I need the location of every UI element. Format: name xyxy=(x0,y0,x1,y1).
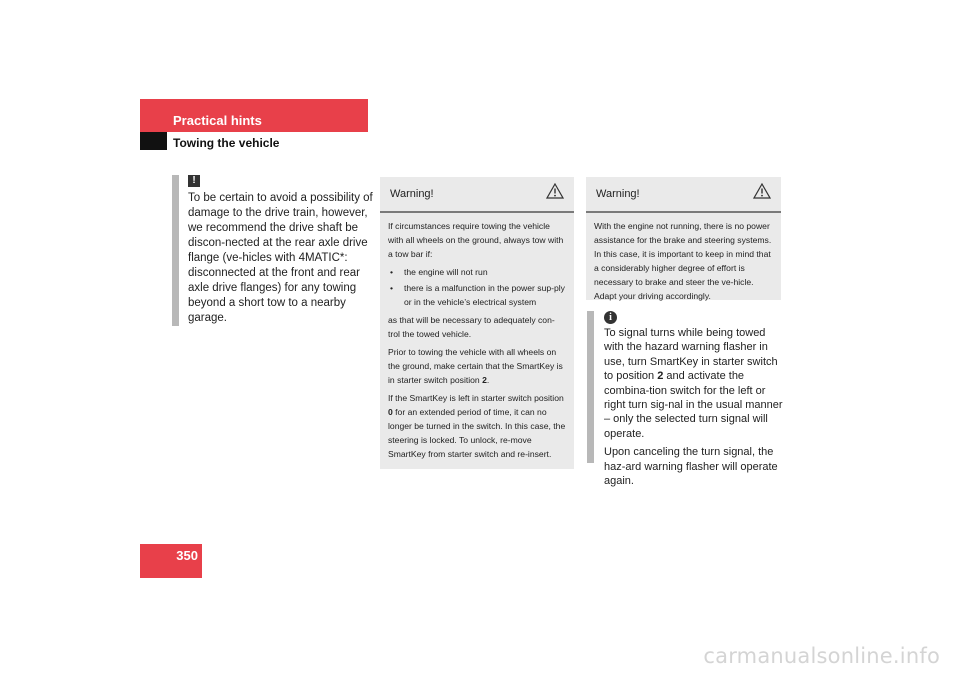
warning-box-towing xyxy=(380,177,574,469)
caution-note-text: To be certain to avoid a possibility of damage to the drive train, however, we recommend the drive shaft be discon-nected at the rear axle drive flange (ve-hicles with 4MATIC*: disconnected at the front and rear axle drive flanges) for any towing beyond a short tow to a nearby garage. xyxy=(188,192,373,324)
subsection-title: Towing the vehicle xyxy=(173,136,280,150)
warning-paragraph: If the SmartKey is left in starter switch position 0 for an extended period of time, it can no longer be turned in the switch. In this case, the steering is locked. To unlock, re-move SmartKey from starter switch and re-insert. xyxy=(388,393,566,459)
caution-note xyxy=(172,175,384,326)
page-number: 350 xyxy=(176,548,198,563)
list-item: • the engine will not run xyxy=(390,267,488,277)
warning-triangle-icon xyxy=(753,183,771,204)
warning-triangle-icon xyxy=(546,183,564,204)
warning-divider xyxy=(586,211,781,213)
warning-title: Warning! xyxy=(390,188,434,200)
section-title: Practical hints xyxy=(173,113,262,128)
info-note xyxy=(587,311,783,488)
warning-intro: If circumstances require towing the vehicle with all wheels on the ground, always tow with a tow bar if: xyxy=(388,221,564,259)
warning-paragraph: Prior to towing the vehicle with all wheels on the ground, make certain that the SmartKey is in starter switch position 2. xyxy=(388,347,563,385)
exclamation-icon: ! xyxy=(188,175,200,187)
warning-paragraph: as that will be necessary to adequately con-trol the towed vehicle. xyxy=(388,315,555,339)
warning-title: Warning! xyxy=(596,188,640,200)
warning-paragraph: With the engine not running, there is no power assistance for the brake and steering systems. In this case, it is important to keep in mind that a considerably higher degree of effort is necessary to brake and steer the ve-hicle. Adapt your driving accordingly. xyxy=(594,221,772,301)
warning-bullet-list xyxy=(388,265,566,309)
info-paragraph: Upon canceling the turn signal, the haz-ard warning flasher will operate again. xyxy=(604,446,778,488)
warning-box-power-assist xyxy=(586,177,781,300)
warning-divider xyxy=(380,211,574,213)
subsection-marker xyxy=(140,132,167,150)
info-icon: i xyxy=(604,311,617,324)
info-paragraph: To signal turns while being towed with the hazard warning flasher in use, turn SmartKey in starter switch to position 2 and activate the combina-tion switch for the left or right turn sig-nal in the usual manner – only the selected turn signal will operate. xyxy=(604,327,783,440)
watermark: carmanualsonline.info xyxy=(703,644,940,668)
list-item: • there is a malfunction in the power sup-ply or in the vehicle’s electrical system xyxy=(390,283,565,307)
